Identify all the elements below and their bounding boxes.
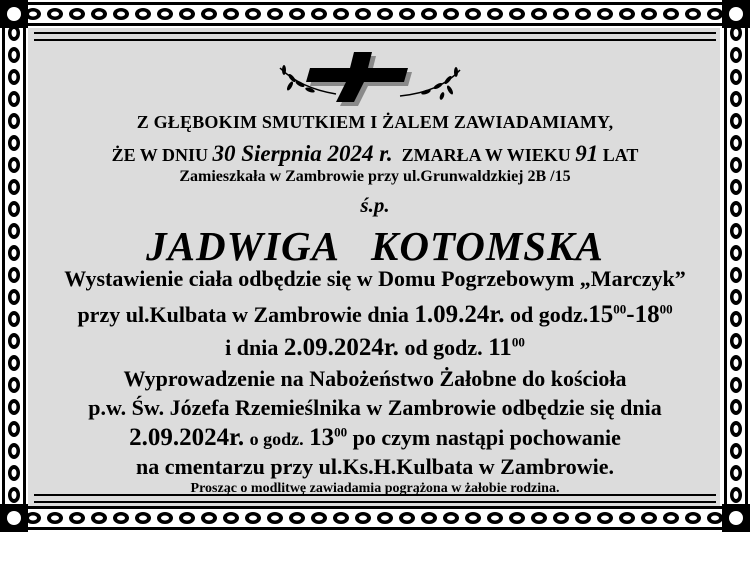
cross-icon [270, 50, 470, 110]
family-line: Prosząc o modlitwę zawiadamia pogrążona w żałobie rodzina. [190, 481, 560, 496]
second-viewing-time: 11 [488, 334, 512, 361]
top-divider [34, 32, 716, 41]
residence-line: Zamieszkała w Zambrowie przy ul.Grunwaldzkiej 2B /15 [179, 168, 571, 185]
viewing-place: przy ul.Kulbata w Zambrowie dnia [77, 302, 409, 327]
death-line [0, 141, 750, 167]
intro-line: Z GŁĘBOKIM SMUTKIEM I ŻALEM ZAWIADAMIAMY, [136, 112, 614, 132]
deceased-name: JADWIGA KOTOMSKA [146, 223, 604, 269]
death-prefix: ŻE W DNIU [111, 145, 208, 165]
funeral-time: 13 [309, 424, 335, 451]
second-viewing-prefix: i dnia [225, 335, 279, 360]
funeral-time-sup: 00 [334, 424, 348, 440]
death-age: 91 [575, 141, 599, 166]
death-mid: ZMARŁA W WIEKU [401, 145, 571, 165]
second-viewing-time-sup: 00 [511, 334, 525, 350]
sp-line: ś.p. [360, 193, 390, 217]
viewing-time-end: 18 [634, 301, 660, 328]
bottom-ornamental-border [0, 504, 750, 532]
viewing-line: Wystawienie ciała odbędzie się w Domu Pogrzebowym „Marczyk” [64, 266, 686, 291]
viewing-time-start-sup: 00 [613, 301, 627, 317]
viewing-date: 1.09.24r. [414, 301, 505, 328]
funeral-burial: po czym nastąpi pochowanie [352, 425, 621, 450]
funeral-date: 2.09.2024r. [129, 424, 245, 451]
viewing-from: od godz. [509, 302, 589, 327]
church-line: p.w. Św. Józefa Rzemieślnika w Zambrowie odbędzie się dnia [88, 395, 662, 420]
funeral-at: o godz. [249, 429, 304, 449]
procession-line: Wyprowadzenie na Nabożeństwo Żałobne do kościoła [123, 366, 627, 391]
death-suffix: LAT [602, 145, 639, 165]
second-viewing-from: od godz. [404, 335, 483, 360]
top-ornamental-border [0, 0, 750, 28]
death-date: 30 Sierpnia 2024 r. [212, 141, 393, 166]
cemetery-line: na cmentarzu przy ul.Ks.H.Kulbata w Zambrowie. [135, 454, 615, 479]
viewing-date-line [0, 301, 750, 329]
viewing-dash: - [626, 301, 635, 328]
viewing-time-start: 15 [588, 301, 614, 328]
second-viewing-line [0, 334, 750, 362]
funeral-time-line [0, 424, 750, 452]
viewing-time-end-sup: 00 [659, 301, 673, 317]
second-viewing-date: 2.09.2024r. [283, 334, 399, 361]
